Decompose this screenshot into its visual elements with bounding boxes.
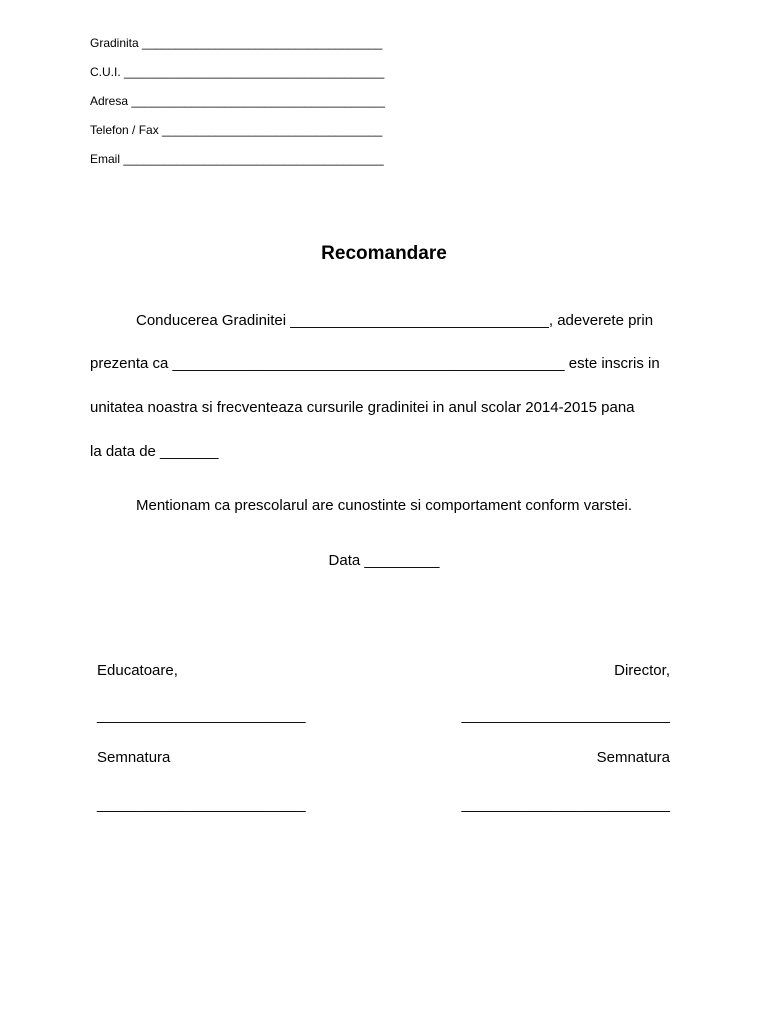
date-field: Data _________: [328, 552, 440, 569]
header-adresa: Adresa ______________________________________: [90, 94, 385, 108]
educatoare-signature-label: Semnatura: [97, 749, 171, 766]
header-cui: C.U.I. _______________________________________: [90, 65, 385, 79]
educatoare-label: Educatoare,: [97, 662, 178, 679]
director-name-line: _________________________: [461, 707, 670, 724]
body-line-3: unitatea noastra si frecventeaza cursurile gradinitei in anul scolar 2014-2015 pana: [90, 399, 635, 416]
body-line-4: la data de _______: [90, 443, 219, 460]
mention-paragraph: Mentionam ca prescolarul are cunostinte si comportament conform varstei.: [136, 497, 633, 514]
header-email: Email _______________________________________: [90, 152, 384, 166]
body-line-2: prezenta ca _______________________________________________ este inscris in: [90, 355, 660, 372]
educatoare-name-line: _________________________: [97, 707, 306, 724]
director-signature-line: _________________________: [461, 796, 670, 813]
body-line-1: Conducerea Gradinitei _______________________________, adeverete prin: [136, 312, 654, 329]
director-signature-label: Semnatura: [596, 749, 670, 766]
document-title: Recomandare: [321, 243, 447, 264]
director-label: Director,: [614, 662, 670, 679]
header-gradinita: Gradinita ____________________________________: [90, 36, 383, 50]
header-telefon-fax: Telefon / Fax _________________________________: [90, 123, 383, 137]
educatoare-signature-line: _________________________: [97, 796, 306, 813]
